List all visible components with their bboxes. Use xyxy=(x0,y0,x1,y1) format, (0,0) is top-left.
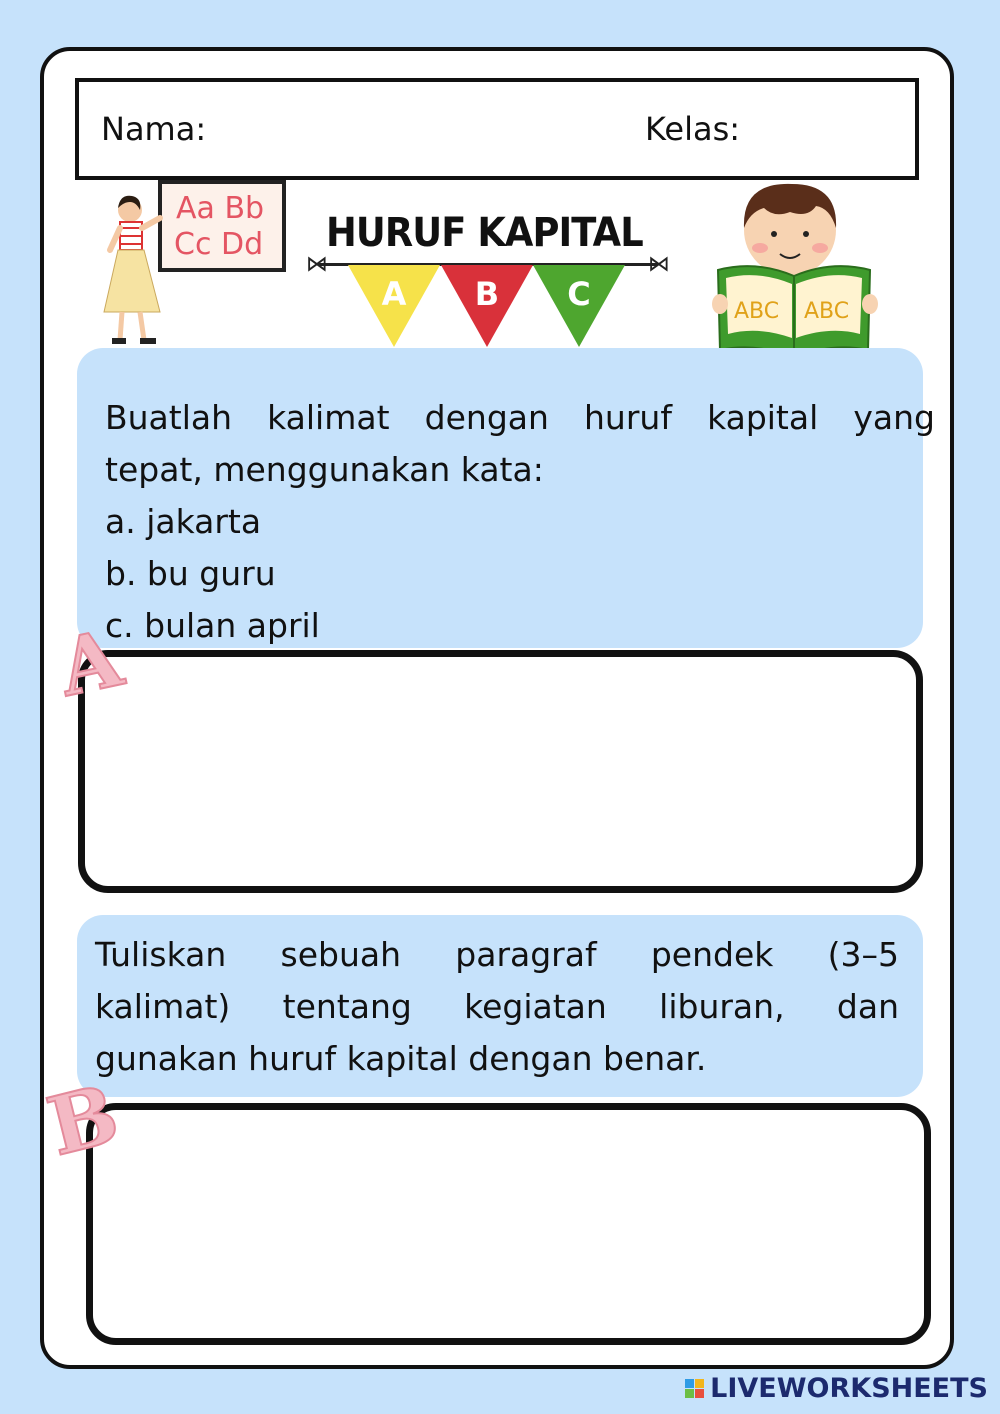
question-b-line-3: gunakan huruf kapital dengan benar. xyxy=(95,1039,707,1078)
book-text-left: ABC xyxy=(734,299,780,324)
liveworksheets-icon xyxy=(685,1379,704,1398)
question-a-line-1: Buatlah kalimat dengan huruf kapital yang xyxy=(105,398,935,437)
question-a-text xyxy=(105,392,935,652)
answer-box-a[interactable] xyxy=(78,650,923,893)
question-a-item-1: a. jakarta xyxy=(105,502,262,541)
question-b-text xyxy=(95,929,899,1085)
question-a-line-2: tepat, menggunakan kata: xyxy=(105,450,544,489)
teacher-illustration xyxy=(100,180,290,350)
answer-box-b[interactable] xyxy=(86,1103,931,1345)
question-b-line-2: kalimat) tentang kegiatan liburan, dan xyxy=(95,987,899,1026)
pennant-a-letter: A xyxy=(381,275,407,313)
class-label: Kelas: xyxy=(645,110,741,148)
question-a-item-3: c. bulan april xyxy=(105,606,320,645)
question-b-line-1: Tuliskan sebuah paragraf pendek (3–5 xyxy=(95,935,899,974)
board-text-2: Cc Dd xyxy=(174,227,264,262)
student-info-box xyxy=(75,78,919,180)
pennant-b xyxy=(441,265,533,347)
boy-reading-illustration xyxy=(712,178,882,360)
question-a-panel xyxy=(77,348,935,648)
pennant-b-letter: B xyxy=(474,275,500,313)
board-text-1: Aa Bb xyxy=(176,191,265,226)
liveworksheets-logo[interactable] xyxy=(685,1373,988,1404)
svg-text:B: B xyxy=(40,1072,128,1164)
liveworksheets-brand: LIVEWORKSHEETS xyxy=(710,1373,988,1404)
question-a-item-2: b. bu guru xyxy=(105,554,276,593)
book-text-right: ABC xyxy=(804,299,850,324)
letter-b-badge xyxy=(40,1072,130,1168)
pennant-c xyxy=(533,265,625,347)
page-title: HURUF KAPITAL xyxy=(326,210,643,256)
letter-a-badge xyxy=(54,620,134,708)
banner-bow-right: ⋈ xyxy=(648,252,670,277)
question-b-panel xyxy=(77,915,923,1097)
banner-bow-left: ⋈ xyxy=(306,252,328,277)
pennant-c-letter: C xyxy=(567,275,591,313)
name-label: Nama: xyxy=(101,110,207,148)
svg-text:A: A xyxy=(54,620,130,704)
pennant-a xyxy=(348,265,440,347)
